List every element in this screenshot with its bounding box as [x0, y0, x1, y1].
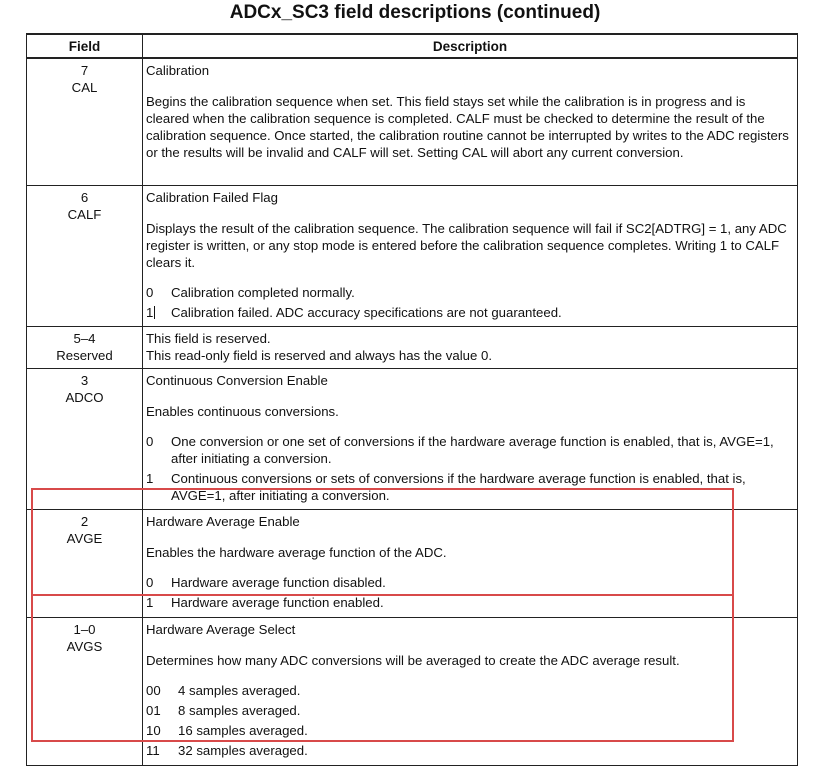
reserved-line-1: This field is reserved.	[146, 330, 271, 346]
value-code: 00	[146, 682, 161, 698]
value-list	[146, 682, 789, 759]
table-row	[27, 58, 798, 185]
field-cell	[27, 617, 143, 765]
field-descriptions-table	[26, 33, 798, 766]
table-row	[27, 509, 798, 617]
field-paragraph: Begins the calibration sequence when set. This field stays set while the calibration is in progress and is cleared when the calibration sequence is completed. CALF must be checked to determine the result of the calibration sequence. Once started, the calibration routine cannot be interrupted by writes to the ADC registers or the results will be invalid and CALF will set. Setting CAL will abort any current conversion.	[146, 94, 789, 160]
value-text: 8 samples averaged.	[178, 702, 301, 718]
field-cell	[27, 368, 143, 509]
value-code: 1	[146, 470, 154, 486]
value-code: 0	[146, 284, 154, 300]
field-heading: Hardware Average Select	[146, 621, 296, 637]
value-code: 1	[146, 594, 154, 610]
field-name: AVGS	[66, 638, 103, 654]
value-text: Hardware average function enabled.	[171, 594, 384, 610]
table-row	[27, 617, 798, 765]
field-heading: Continuous Conversion Enable	[146, 372, 328, 388]
value-code: 10	[146, 722, 161, 738]
value-text: Hardware average function disabled.	[171, 574, 386, 590]
value-list	[146, 284, 789, 321]
field-cell	[27, 185, 143, 326]
value-item	[146, 574, 789, 591]
text-cursor	[154, 306, 155, 319]
value-code: 11	[146, 742, 160, 758]
value-list	[146, 574, 789, 611]
description-cell	[143, 58, 798, 185]
description-cell	[143, 185, 798, 326]
value-code-text: 1	[146, 304, 154, 320]
field-column-header: Field	[27, 34, 143, 58]
value-text: One conversion or one set of conversions if the hardware average function is enabled, that is, AVGE=1, after initiating a conversion.	[171, 433, 774, 466]
field-name: CAL	[71, 80, 98, 95]
value-item	[146, 722, 789, 739]
table-row	[27, 326, 798, 368]
value-code	[146, 304, 171, 321]
description-cell	[143, 326, 798, 368]
field-bit-number: 2	[80, 513, 89, 529]
table-row	[27, 185, 798, 326]
value-text: 32 samples averaged.	[178, 742, 308, 758]
value-item	[146, 433, 789, 467]
value-text: 16 samples averaged.	[178, 722, 308, 738]
description-cell	[143, 509, 798, 617]
page-title: ADCx_SC3 field descriptions (continued)	[229, 2, 601, 23]
field-name: CALF	[67, 206, 102, 222]
value-item	[146, 304, 789, 321]
table-row	[27, 368, 798, 509]
value-text: Continuous conversions or sets of conversions if the hardware average function is enabled, that is, AVGE=1, after initiating a conversion.	[171, 470, 746, 503]
field-name: ADCO	[65, 389, 104, 405]
value-item	[146, 682, 789, 699]
field-paragraph: Displays the result of the calibration sequence. The calibration sequence will fail if SC2[ADTRG] = 1, any ADC register is written, or any stop mode is entered before the calibration sequence completes. Writing 1 to CALF clears it.	[146, 220, 787, 270]
description-cell	[143, 368, 798, 509]
value-list	[146, 433, 789, 504]
description-cell	[143, 617, 798, 765]
value-text: 4 samples averaged.	[178, 682, 301, 698]
field-bit-number: 5–4	[73, 330, 96, 346]
value-item	[146, 594, 789, 611]
value-item	[146, 284, 789, 301]
value-text: Calibration completed normally.	[171, 284, 355, 300]
field-paragraph: Enables continuous conversions.	[146, 403, 339, 419]
table-header-row	[27, 34, 798, 58]
field-bit-number: 3	[80, 372, 89, 388]
value-code: 0	[146, 433, 154, 449]
field-cell	[27, 326, 143, 368]
field-bit-number: 1–0	[73, 621, 96, 637]
value-code: 01	[146, 702, 161, 718]
value-text: Calibration failed. ADC accuracy specifications are not guaranteed.	[171, 304, 562, 320]
field-bit-number: 7	[80, 63, 89, 78]
value-item	[146, 702, 789, 719]
field-bit-number: 6	[80, 189, 89, 205]
description-column-header: Description	[143, 34, 798, 58]
field-paragraph: Enables the hardware average function of the ADC.	[146, 544, 447, 560]
field-heading: Calibration	[146, 63, 210, 78]
field-heading: Hardware Average Enable	[146, 513, 300, 529]
field-cell	[27, 509, 143, 617]
field-name: Reserved	[56, 347, 113, 363]
value-code: 0	[146, 574, 154, 590]
field-name: AVGE	[66, 530, 103, 546]
field-cell	[27, 58, 143, 185]
field-heading: Calibration Failed Flag	[146, 189, 278, 205]
value-item	[146, 470, 789, 504]
field-paragraph: Determines how many ADC conversions will be averaged to create the ADC average result.	[146, 652, 680, 668]
reserved-line-2: This read-only field is reserved and always has the value 0.	[146, 347, 492, 363]
